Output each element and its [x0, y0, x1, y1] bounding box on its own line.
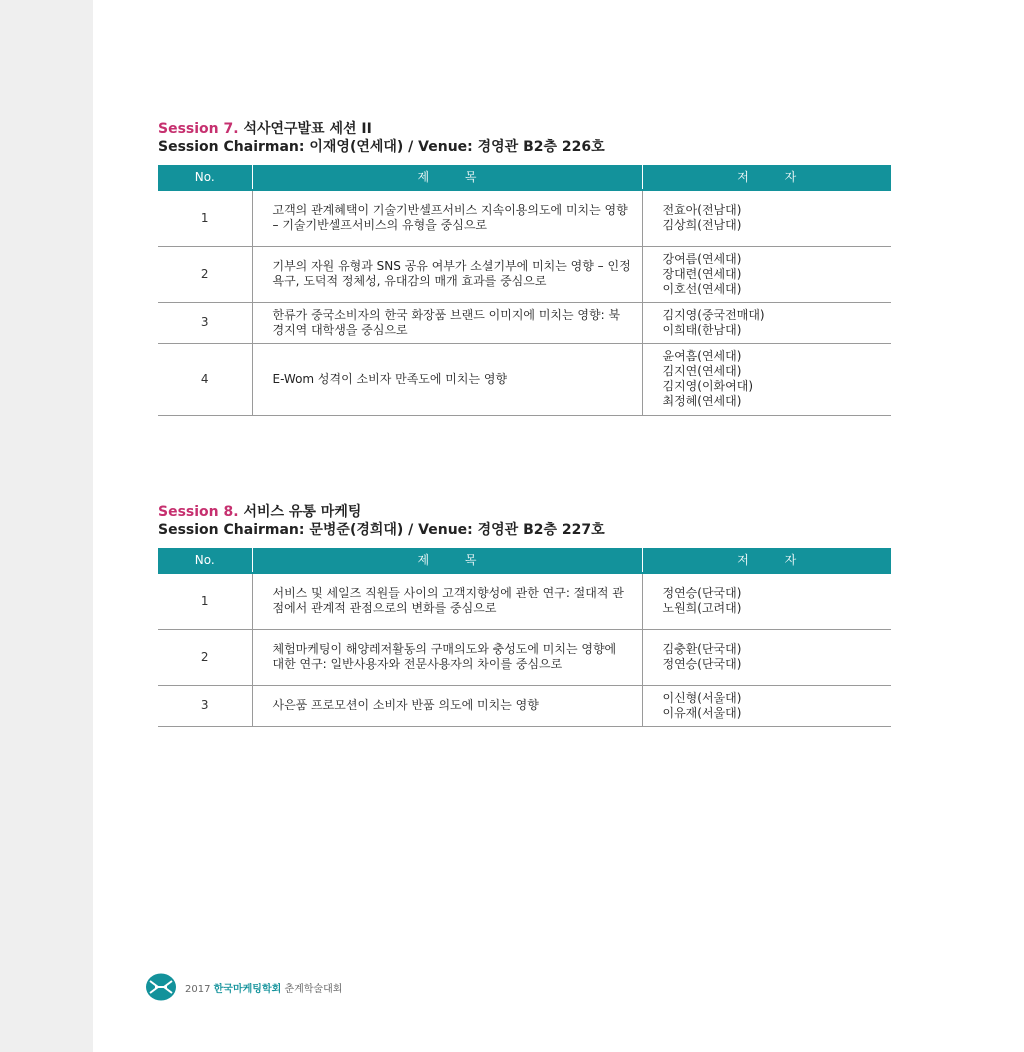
- row-number: 2: [158, 246, 252, 302]
- author: 전효아(전남대): [662, 203, 742, 218]
- author: 노원희(고려대): [662, 601, 742, 616]
- session-7: [158, 120, 891, 416]
- session-name: 석사연구발표 세션 II: [243, 121, 372, 137]
- author: 김지영(중국전매대): [662, 307, 765, 322]
- session-number: Session 8.: [158, 504, 239, 520]
- author: 최정혜(연세대): [662, 394, 742, 408]
- col-header-authors: 저 자: [642, 165, 891, 190]
- col-header-no: No.: [158, 165, 252, 190]
- paper-title: 한류가 중국소비자의 한국 화장품 브랜드 이미지에 미치는 영향: 북경지역 대학생을 중심으로: [252, 302, 642, 343]
- author: 김지연(연세대): [662, 364, 742, 378]
- row-number: 3: [158, 685, 252, 726]
- authors-cell: [642, 573, 891, 629]
- footer-year: 2017: [185, 983, 211, 995]
- session-table: [158, 548, 891, 727]
- footer-event: 춘계학술대회: [284, 983, 343, 995]
- session-8: [158, 503, 891, 727]
- paper-title: 서비스 및 세일즈 직원들 사이의 고객지향성에 관한 연구: 절대적 관점에서 관계적 관점으로의 변화를 중심으로: [252, 573, 642, 629]
- table-row: [158, 629, 891, 685]
- author: 이호선(연세대): [662, 281, 742, 296]
- col-header-title: 제 목: [252, 548, 642, 573]
- table-header-row: [158, 165, 891, 190]
- col-header-no: No.: [158, 548, 252, 573]
- col-header-title: 제 목: [252, 165, 642, 190]
- paper-title: 체험마케팅이 해양레저활동의 구매의도와 충성도에 미치는 영향에 대한 연구: 일반사용자와 전문사용자의 차이를 중심으로: [252, 629, 642, 685]
- table-row: [158, 573, 891, 629]
- authors-cell: [642, 190, 891, 246]
- author: 이유재(서울대): [662, 705, 742, 720]
- footer-text: [185, 980, 342, 995]
- author: 정연승(단국대): [662, 657, 742, 671]
- paper-title: 기부의 자원 유형과 SNS 공유 여부가 소셜기부에 미치는 영향 – 인정욕구, 도덕적 정체성, 유대감의 매개 효과를 중심으로: [252, 246, 642, 302]
- row-number: 1: [158, 573, 252, 629]
- table-row: [158, 190, 891, 246]
- page-footer: [146, 973, 342, 1001]
- author: 강여름(연세대): [662, 251, 742, 266]
- session-chair-venue: Session Chairman: 문병준(경희대) / Venue: 경영관 B2층 227호: [158, 522, 605, 538]
- table-header-row: [158, 548, 891, 573]
- author: 장대련(연세대): [662, 266, 742, 281]
- session-title: [158, 120, 891, 138]
- session-title: [158, 503, 891, 521]
- author: 정연승(단국대): [662, 586, 742, 601]
- session-number: Session 7.: [158, 121, 239, 137]
- session-name: 서비스 유통 마케팅: [243, 504, 362, 520]
- row-number: 1: [158, 190, 252, 246]
- table-row: [158, 685, 891, 726]
- col-header-authors: 저 자: [642, 548, 891, 573]
- author: 이희태(한남대): [662, 322, 742, 337]
- table-row: [158, 302, 891, 343]
- author: 김충환(단국대): [662, 642, 742, 656]
- author: 이신형(서울대): [662, 690, 742, 705]
- authors-cell: [642, 685, 891, 726]
- row-number: 4: [158, 343, 252, 415]
- authors-cell: [642, 246, 891, 302]
- row-number: 2: [158, 629, 252, 685]
- authors-cell: [642, 629, 891, 685]
- authors-cell: [642, 302, 891, 343]
- authors-cell: [642, 343, 891, 415]
- paper-title: 사은품 프로모션이 소비자 반품 의도에 미치는 영향: [252, 685, 642, 726]
- author: 김상희(전남대): [662, 218, 742, 233]
- row-number: 3: [158, 302, 252, 343]
- table-row: [158, 246, 891, 302]
- page-left-margin: [0, 0, 93, 1052]
- footer-org: 한국마케팅학회: [213, 983, 282, 995]
- author: 김지영(이화여대): [662, 379, 754, 393]
- kma-logo-icon: [146, 973, 176, 1001]
- paper-title: 고객의 관계혜택이 기술기반셀프서비스 지속이용의도에 미치는 영향 – 기술기반셀프서비스의 유형을 중심으로: [252, 190, 642, 246]
- session-chair-venue: Session Chairman: 이재영(연세대) / Venue: 경영관 B2층 226호: [158, 139, 605, 155]
- paper-title: E-Wom 성격이 소비자 만족도에 미치는 영향: [252, 343, 642, 415]
- author: 윤여흠(연세대): [662, 349, 742, 363]
- table-row: [158, 343, 891, 415]
- session-table: [158, 165, 891, 416]
